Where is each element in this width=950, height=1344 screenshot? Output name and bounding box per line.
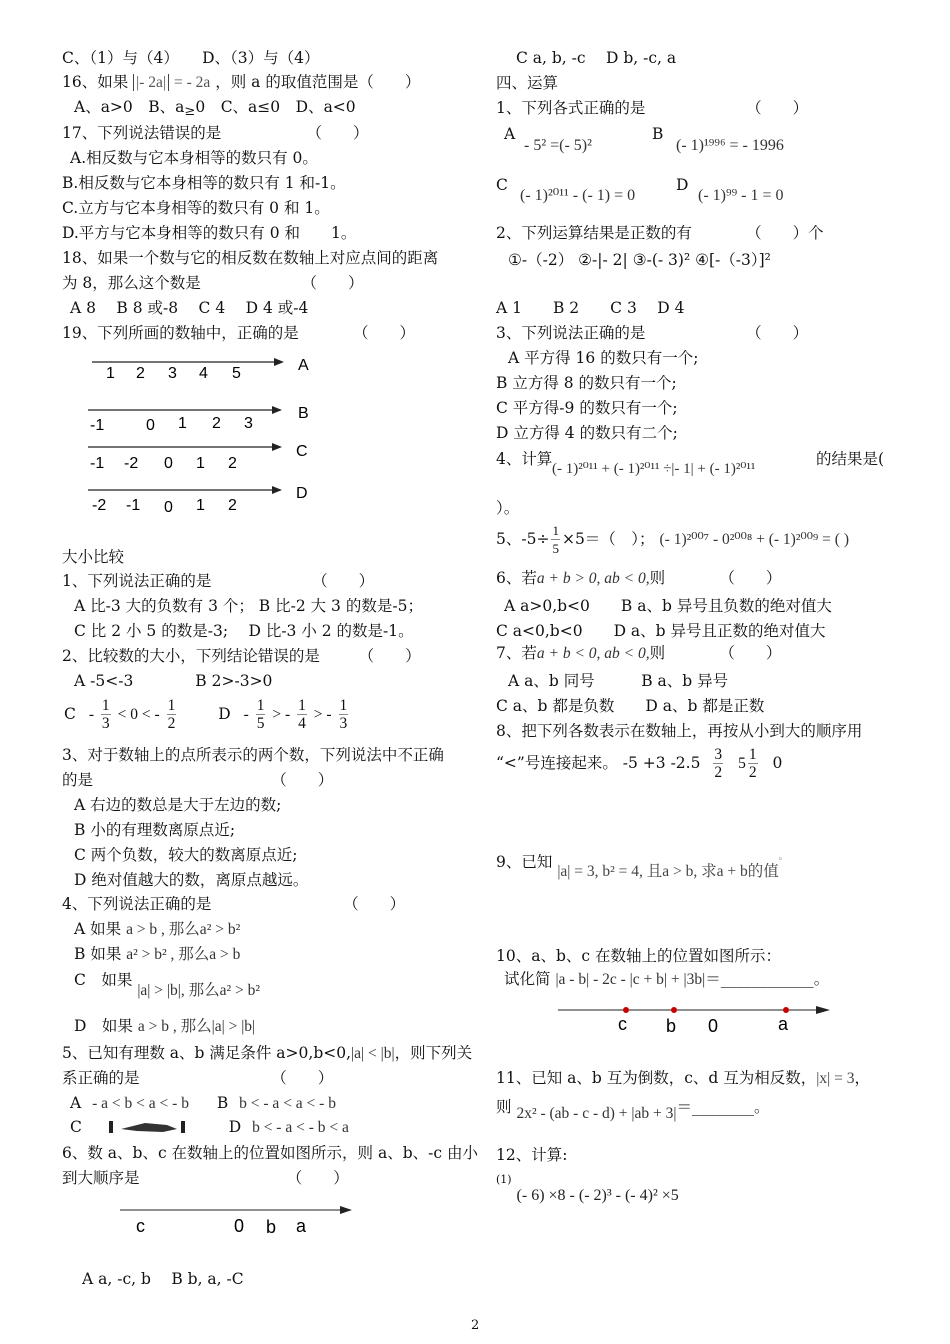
c2d-minus: -: [243, 706, 249, 723]
number-line-a: [92, 357, 309, 382]
c5b-expr: b < - a < a < - b: [239, 1095, 336, 1112]
o8-mixed-whole: 5: [738, 755, 746, 772]
c2c-minus: -: [88, 706, 94, 723]
q10-number-line: [558, 998, 838, 1038]
ops-q4-tail: 的结果是(: [816, 450, 885, 468]
compare-q5-line2: 系正确的是 （ ）: [62, 1069, 334, 1087]
ops-q4-stem: 4、计算: [496, 450, 553, 468]
fraction-one-fifth: $\frac{1}{5}$: [256, 697, 265, 732]
question-18-line2: 为 8，那么这个数是 （ ）: [62, 274, 364, 292]
ops-q7-options-ab: A a、b 同号 B a、b 异号: [508, 672, 729, 690]
section-heading-compare: 大小比较: [62, 548, 125, 566]
ops-q7-options-cd: C a、b 都是负数 D a、b 都是正数: [496, 697, 765, 715]
ops-q2: 2、下列运算结果是正数的有 （ ）个: [496, 224, 824, 242]
compare-q5-line1: [62, 1043, 472, 1064]
c5a-label: A: [70, 1094, 82, 1112]
question-17: 17、下列说法错误的是 （ ）: [62, 124, 369, 142]
c4b-label: B 如果: [74, 945, 122, 963]
compare-q2: 2、比较数的大小，下列结论错误的是 （ ）: [62, 647, 421, 665]
c2d-label: D: [218, 705, 231, 723]
axis-b-tag: B: [298, 405, 309, 422]
q16-tail: ，则 a 的取值范围是（ ）: [215, 73, 421, 91]
o9-label: 9、已知: [496, 853, 553, 871]
ops-q1: 1、下列各式正确的是 （ ）: [496, 99, 809, 117]
ops-q3-option-a: A 平方得 16 的数只有一个;: [508, 349, 699, 367]
axis-b-label-1: -1: [90, 417, 105, 434]
ops-q1-option-c-expr: (- 1)²⁰¹¹ - (- 1) = 0: [520, 187, 636, 204]
o11-abs-x: |x| = 3: [816, 1070, 855, 1087]
c2c-rel: < 0 < -: [117, 706, 160, 723]
axis-c-label-3: 0: [164, 455, 173, 472]
page-number: 2: [471, 1318, 480, 1333]
q16-rhs: = - 2a: [173, 74, 211, 91]
c4a-label: A 如果: [74, 920, 122, 938]
q17-option-b: B.相反数与它本身相等的数只有 1 和-1。: [62, 174, 346, 192]
question-18-line1: 18、如果一个数与它的相反数在数轴上对应点间的距离: [62, 249, 439, 267]
ops-q3-option-b: B 立方得 8 的数只有一个;: [496, 374, 677, 392]
c4c-label: C 如果: [74, 971, 133, 989]
o9-mark: 。: [778, 852, 788, 862]
ops-q11-line2: [496, 1097, 770, 1122]
ops-q3: 3、下列说法正确的是 （ ）: [496, 324, 809, 342]
c4a-expr: a > b , 那么a² > b²: [126, 921, 241, 938]
q17-option-a: A.相反数与它本身相等的数只有 0。: [70, 149, 318, 167]
fraction-one-third: $\frac{1}{3}$: [101, 697, 110, 732]
point-b: [671, 1007, 677, 1013]
ops-q2-options: A 1 B 2 C 3 D 4: [496, 299, 685, 317]
c4b-expr: a² > b² , 那么a > b: [126, 946, 241, 963]
ops-q1-option-d: D: [676, 176, 689, 194]
fraction-one-half: $\frac{1}{2}$: [167, 697, 176, 732]
o6-condition: a + b > 0, ab < 0,: [536, 570, 650, 587]
compare-q2-options-ab: A -5<-3 B 2>-3>0: [74, 672, 273, 690]
ops-q4-expr: (- 1)²⁰¹¹ + (- 1)²⁰¹¹ ÷|- 1| + (- 1)²⁰¹¹: [552, 461, 756, 477]
q6-label-zero: 0: [234, 1216, 245, 1236]
compare-q1-options-ab: A 比-3 大的负数有 3 个； B 比-2 大 3 的数是-5；: [74, 597, 423, 615]
ops-q10-line2: [504, 969, 829, 990]
q10-label-a: a: [778, 1014, 789, 1034]
o7-condition: a + b < 0, ab < 0,: [536, 645, 650, 662]
q10-label-c: c: [618, 1014, 627, 1034]
axis-a-label-3: 3: [168, 365, 177, 382]
axis-a-label-1: 1: [106, 365, 115, 382]
c4d-label: D 如果: [74, 1017, 133, 1035]
ops-q1-option-a: A: [504, 125, 516, 143]
c5-stem: 5、已知有理数 a、b 满足条件 a>0,b<0,: [62, 1044, 352, 1062]
c5d-label: D: [228, 1118, 242, 1136]
q10-label-b: b: [666, 1016, 677, 1036]
compare-q6-line2: 到大顺序是 （ ）: [62, 1169, 349, 1187]
compare-q3-option-c: C 两个负数，较大的数离原点近;: [74, 846, 298, 864]
c5-condition: |a| < |b|: [351, 1045, 395, 1062]
o8-numbers: “<”号连接起来。 -5 +3 -2.5: [496, 754, 701, 772]
c5d-expr: b < - a < - b < a: [252, 1119, 349, 1136]
point-c: [623, 1007, 629, 1013]
ops-q5: [496, 522, 849, 557]
o7-tail: 则 （ ）: [649, 644, 782, 662]
compare-q1: 1、下列说法正确的是 （ ）: [62, 572, 375, 590]
axis-a-label-5: 5: [232, 365, 241, 382]
c5c-label: C: [70, 1118, 82, 1136]
o10-label: 试化简: [504, 970, 551, 988]
axis-c-label-4: 1: [196, 455, 205, 472]
o9-expr: |a| = 3, b² = 4, 且a > b, 求a + b的值: [557, 863, 779, 880]
section-heading-operations: 四、运算: [496, 74, 559, 92]
ops-q1-option-b: B: [652, 125, 664, 143]
axis-a-label-2: 2: [136, 365, 145, 382]
q6-label-b: b: [266, 1217, 277, 1237]
number-line-c: [88, 443, 308, 472]
question-19: 19、下列所画的数轴中，正确的是 （ ）: [62, 324, 415, 342]
o11-blank: ＝________。: [676, 1098, 770, 1116]
compare-q4-option-a: [74, 919, 240, 940]
compare-q6-line1: 6、数 a、b、c 在数轴上的位置如图所示，则 a、b、-c 由小: [62, 1144, 478, 1162]
c5b-label: B: [216, 1094, 229, 1112]
ops-q4-end: ）。: [496, 499, 520, 517]
question-16: [62, 72, 420, 93]
ops-q11-line1: [496, 1068, 870, 1089]
ops-q7-stem: [496, 643, 781, 664]
o10-blank: ＝____________。: [705, 970, 830, 988]
ops-q8-line1: 8、把下列各数表示在数轴上，再按从小到大的顺序用: [496, 722, 863, 740]
o6-label: 6、若: [496, 569, 537, 587]
o11-stem: 11、已知 a、b 互为倒数，c、d 互为相反数，: [496, 1069, 817, 1087]
q16-opts-b: 0 C、a≤0 D、a<0: [195, 98, 356, 116]
c4c-expr: |a| > |b|, 那么a² > b²: [137, 982, 261, 999]
q17-option-d: D.平方与它本身相等的数只有 0 和 1。: [62, 224, 357, 242]
ops-q9: [496, 847, 788, 880]
compare-q4: 4、下列说法正确的是 （ ）: [62, 895, 406, 913]
c5-tail: ，则下列关: [394, 1044, 473, 1062]
axis-c-tag: C: [296, 443, 308, 460]
c4d-expr: a > b , 那么|a| > |b|: [137, 1018, 256, 1035]
ops-q1-option-a-expr: - 5² =(- 5)²: [524, 137, 592, 154]
compare-q3-option-d: D 绝对值越大的数，离原点越远。: [74, 871, 309, 889]
compare-q5-options-ab: [70, 1093, 336, 1114]
ops-q6-options-cd: C a<0,b<0 D a、b 异号且正数的绝对值大: [496, 622, 826, 640]
axis-c-label-1: -1: [90, 455, 105, 472]
q6-label-c: c: [136, 1216, 145, 1236]
o5-expr: (- 1)²⁰⁰⁷ - 0²⁰⁰⁸ + (- 1)²⁰⁰⁹ = ( ): [659, 531, 849, 548]
q6-options-cd: C a, b, -c D b, -c, a: [516, 49, 677, 67]
q6-number-line: [120, 1198, 370, 1240]
axis-d-label-4: 1: [196, 497, 205, 514]
q6-label-a: a: [296, 1216, 307, 1236]
axis-d-label-3: 0: [164, 499, 173, 516]
geq-symbol: ≥: [184, 104, 196, 119]
axis-b-label-5: 3: [244, 415, 253, 432]
axis-a-tag: A: [298, 357, 309, 374]
o12-part-label: (1): [496, 1173, 512, 1186]
compare-q4-option-c: [74, 970, 261, 999]
c2c-label: C: [64, 705, 76, 723]
o5-mid: ×5＝（ ）；: [561, 530, 655, 548]
compare-q5-options-cd: [70, 1117, 349, 1138]
ops-q10-line1: 10、a、b、c 在数轴上的位置如图所示：: [496, 947, 781, 965]
q18-options: A 8 B 8 或-8 C 4 D 4 或-4: [70, 299, 309, 317]
axis-d-tag: D: [296, 485, 308, 502]
axis-d-label-1: -2: [92, 497, 107, 514]
fraction-one-third-b: $\frac{1}{3}$: [339, 697, 348, 732]
compare-q4-option-b: [74, 944, 240, 965]
compare-q3-option-a: A 右边的数总是大于左边的数;: [74, 796, 282, 814]
ops-q12: 12、计算:: [496, 1146, 568, 1164]
compare-q2-option-c: [64, 697, 350, 732]
compare-q4-option-d: [74, 1016, 255, 1037]
compare-q6-options: A a, -c, b B b, a, -C: [82, 1270, 244, 1288]
q15-options-tail: C、（1）与（4） D、（3）与（4）: [62, 49, 320, 67]
fraction-three-halves: $\frac{3}{2}$: [714, 746, 723, 781]
q19-number-lines: [84, 350, 324, 520]
o11-expr: 2x² - (ab - c - d) + |ab + 3|: [516, 1105, 677, 1122]
c5a-expr: - a < b < a < - b: [92, 1095, 189, 1112]
compare-q3-option-b: B 小的有理数离原点近;: [74, 821, 236, 839]
axis-c-label-2: -2: [124, 455, 139, 472]
o11-comma: ，: [854, 1069, 870, 1087]
q17-option-c: C.立方与它本身相等的数只有 0 和 1。: [62, 199, 330, 217]
c2d-rel2: > -: [313, 706, 332, 723]
o12-part1-expr: (- 6) ×8 - (- 2)³ - (- 4)² ×5: [516, 1187, 679, 1204]
ops-q12-part1: [496, 1170, 679, 1204]
axis-b-label-2: 0: [146, 417, 155, 434]
fraction-one-half-mixed: $\frac{1}{2}$: [748, 746, 757, 781]
point-a: [783, 1007, 789, 1013]
o8-zero: 0: [772, 754, 783, 772]
o10-expr: |a - b| - 2c - |c + b| + |3b|: [555, 971, 706, 988]
axis-b-label-4: 2: [212, 415, 221, 432]
o7-label: 7、若: [496, 644, 537, 662]
ops-q6-options-ab: A a>0,b<0 B a、b 异号且负数的绝对值大: [504, 597, 832, 615]
q10-label-zero: 0: [708, 1016, 719, 1036]
ops-q3-option-c: C 平方得-9 的数只有一个;: [496, 399, 678, 417]
ops-q6-stem: [496, 568, 781, 589]
compare-q1-options-cd: C 比 2 小 5 的数是-3; D 比-3 小 2 的数是-1。: [74, 622, 414, 640]
ops-q1-option-c: C: [496, 176, 508, 194]
ops-q1-option-b-expr: (- 1)¹⁹⁹⁶ = - 1996: [676, 137, 784, 154]
fraction-one-fourth: $\frac{1}{4}$: [298, 697, 306, 732]
q16-opts-a: A、a>0 B、a: [74, 98, 185, 116]
axis-d-label-5: 2: [228, 497, 237, 514]
c5c-garbled-glyphs: [107, 1119, 197, 1135]
ops-q1-option-d-expr: (- 1)⁹⁹ - 1 = 0: [698, 187, 784, 204]
number-line-b: [88, 405, 309, 434]
o5-stem: 5、-5÷: [496, 530, 550, 548]
compare-q3-line1: 3、对于数轴上的点所表示的两个数，下列说法中不正确: [62, 746, 444, 764]
axis-d-label-2: -1: [126, 497, 141, 514]
ops-q2-items: ①-（-2） ②-|- 2| ③-(- 3)² ④[-（-3）]²: [508, 251, 771, 269]
axis-a-label-4: 4: [199, 365, 208, 382]
q16-abs-expr: |- 2a|: [133, 74, 169, 91]
compare-q3-line2: 的是 （ ）: [62, 771, 334, 789]
ops-q8-line2: [496, 746, 782, 781]
q16-stem: 16、如果: [62, 73, 129, 91]
fraction-one-fifth-ops: $\frac{1}{5}$: [552, 523, 559, 556]
c2d-rel1: > -: [272, 706, 291, 723]
ops-q3-option-d: D 立方得 4 的数只有二个;: [496, 424, 678, 442]
axis-c-label-5: 2: [228, 455, 237, 472]
o11-then: 则: [496, 1098, 512, 1116]
axis-b-label-3: 1: [178, 415, 187, 432]
number-line-d: [88, 485, 308, 516]
q16-options: [74, 97, 356, 122]
o6-tail: 则 （ ）: [649, 569, 782, 587]
